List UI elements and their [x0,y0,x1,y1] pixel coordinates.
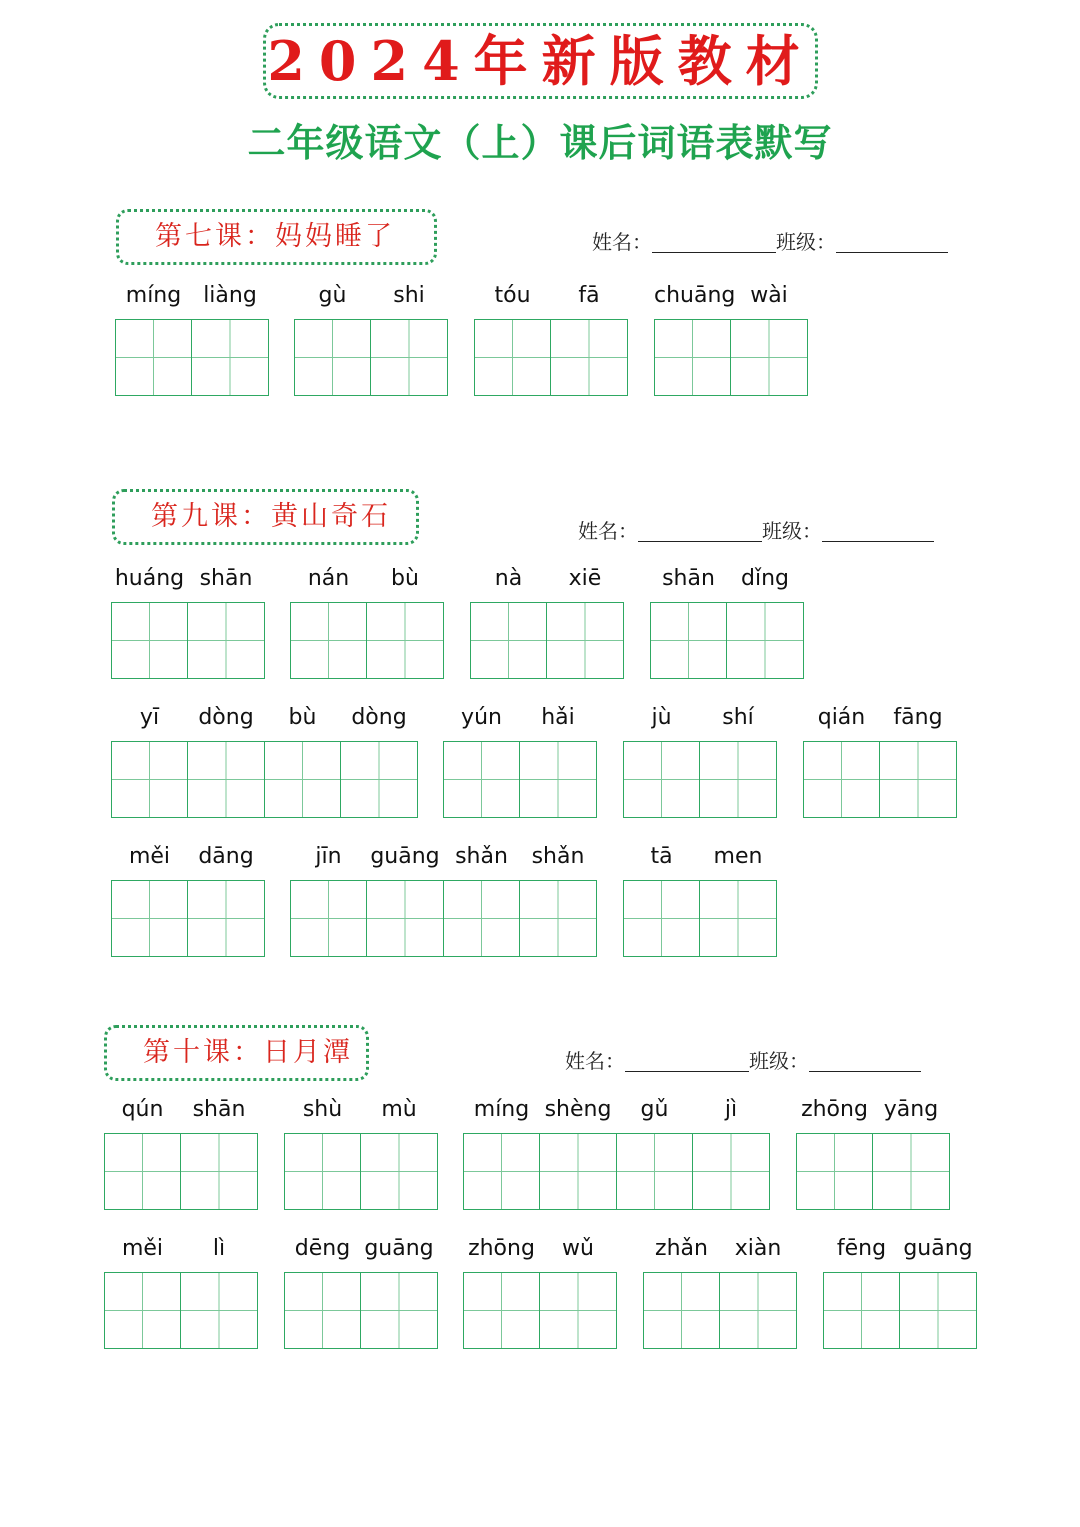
word-item [474,283,628,399]
word-item [803,705,957,821]
writing-cell[interactable] [700,742,776,817]
pinyin-label: tā [650,844,673,869]
tianzige-grid [290,880,597,957]
word-item [284,1097,438,1213]
word-item [111,566,265,682]
tianzige-grid [111,602,265,679]
pinyin-label: tóu [494,283,531,308]
writing-cell[interactable] [188,742,264,817]
pinyin-label: qún [121,1097,164,1122]
tianzige-grid [474,319,628,396]
writing-cell[interactable] [617,1134,693,1209]
pinyin-row [650,566,804,598]
pinyin-label: mù [381,1097,417,1122]
tianzige-grid [654,319,808,396]
writing-cell[interactable] [520,742,596,817]
pinyin-label: fā [578,283,600,308]
word-item [290,566,444,682]
class-blank[interactable] [822,521,934,542]
tianzige-grid [623,741,777,818]
pinyin-label: dòng [351,705,407,730]
pinyin-label: dǐng [741,566,789,591]
pinyin-label: měi [128,844,171,869]
pinyin-label: xiē [568,566,602,591]
pinyin-label: fāng [893,705,943,730]
pinyin-label: lì [212,1236,226,1261]
pinyin-label: bù [288,705,317,730]
writing-cell[interactable] [361,1273,437,1348]
word-item [643,1236,797,1352]
writing-cell[interactable] [295,320,371,395]
tianzige-grid [104,1272,258,1349]
pinyin-label: měi [121,1236,164,1261]
word-item [823,1236,977,1352]
pinyin-label: hǎi [541,705,575,730]
class-label: 班级： [776,230,836,254]
pinyin-label: dāng [198,844,254,869]
pinyin-row [463,1097,770,1129]
pinyin-label: jì [724,1097,738,1122]
pinyin-label: yī [139,705,160,730]
writing-cell[interactable] [291,603,367,678]
writing-cell[interactable] [520,881,596,956]
word-item [623,844,777,960]
writing-cell[interactable] [624,881,700,956]
writing-cell[interactable] [112,603,188,678]
pinyin-label: gǔ [640,1097,669,1122]
pinyin-label: liàng [203,283,257,308]
word-item [654,283,808,399]
pinyin-label: guāng [364,1236,434,1261]
word-item [111,844,265,960]
writing-cell[interactable] [188,603,264,678]
pinyin-label: míng [473,1097,530,1122]
name-blank[interactable] [638,521,762,542]
tianzige-grid [796,1133,950,1210]
tianzige-grid [111,880,265,957]
name-label: 姓名： [565,1049,625,1073]
page-subtitle: 二年级语文（上）课后词语表默写 [247,121,833,165]
pinyin-row [284,1236,438,1268]
writing-cell[interactable] [291,881,367,956]
writing-cell[interactable] [367,881,443,956]
lesson-7-title: 第七课：妈妈睡了 [116,209,437,265]
writing-cell[interactable] [181,1134,257,1209]
class-blank[interactable] [836,232,948,253]
pinyin-label: bù [391,566,419,591]
pinyin-row [474,283,628,315]
lesson-9-name-class [578,515,934,544]
word-item [104,1236,258,1352]
pinyin-label: xiàn [734,1236,782,1261]
writing-cell[interactable] [900,1273,976,1348]
writing-cell[interactable] [644,1273,720,1348]
pinyin-row [284,1097,438,1129]
pinyin-label: jīn [315,844,342,869]
pinyin-row [623,844,777,876]
pinyin-label: nán [307,566,350,591]
pinyin-row [111,566,265,598]
writing-cell[interactable] [727,603,803,678]
pinyin-label: huáng [114,566,185,591]
word-item [443,705,597,821]
lesson-7-name-class [592,226,948,255]
pinyin-label: yāng [883,1097,939,1122]
name-blank[interactable] [652,232,776,253]
lesson-10-name-class [565,1045,921,1074]
pinyin-label: nà [494,566,523,591]
pinyin-label: chuāng [654,283,736,308]
pinyin-label: shān [662,566,715,591]
pinyin-label: dòng [198,705,254,730]
pinyin-row [803,705,957,737]
writing-cell[interactable] [551,320,627,395]
word-item [290,844,597,960]
pinyin-label: men [713,844,763,869]
writing-cell[interactable] [285,1134,361,1209]
tianzige-grid [294,319,448,396]
tianzige-grid [284,1272,438,1349]
writing-cell[interactable] [464,1273,540,1348]
pinyin-label: shǎn [531,844,585,869]
word-item [115,283,269,399]
class-label: 班级： [749,1049,809,1073]
tianzige-grid [104,1133,258,1210]
pinyin-label: wǔ [562,1236,594,1261]
pinyin-label: yún [461,705,502,730]
writing-cell[interactable] [444,881,520,956]
tianzige-grid [623,880,777,957]
writing-cell[interactable] [265,742,341,817]
word-item [650,566,804,682]
pinyin-label: zhōng [801,1097,868,1122]
word-item [463,1097,770,1213]
writing-cell[interactable] [700,881,776,956]
pinyin-label: guāng [370,844,440,869]
pinyin-row [823,1236,977,1268]
writing-cell[interactable] [880,742,956,817]
writing-cell[interactable] [188,881,264,956]
writing-cell[interactable] [367,603,443,678]
name-label: 姓名： [578,519,638,543]
name-label: 姓名： [592,230,652,254]
class-label: 班级： [762,519,822,543]
writing-cell[interactable] [116,320,192,395]
tianzige-grid [111,741,418,818]
tianzige-grid [443,741,597,818]
writing-cell[interactable] [873,1134,949,1209]
writing-cell[interactable] [181,1273,257,1348]
writing-cell[interactable] [804,742,880,817]
writing-cell[interactable] [731,320,807,395]
writing-cell[interactable] [444,742,520,817]
pinyin-label: shǎn [455,844,508,869]
writing-cell[interactable] [655,320,731,395]
pinyin-row [115,283,269,315]
pinyin-row [294,283,448,315]
pinyin-row [623,705,777,737]
pinyin-row [643,1236,797,1268]
lesson-10-title: 第十课：日月潭 [104,1025,369,1081]
writing-cell[interactable] [464,1134,540,1209]
pinyin-label: jù [651,705,672,730]
writing-cell[interactable] [540,1134,616,1209]
writing-cell[interactable] [547,603,623,678]
word-item [284,1236,438,1352]
tianzige-grid [803,741,957,818]
name-blank[interactable] [625,1051,749,1072]
pinyin-row [104,1236,258,1268]
pinyin-label: gù [318,283,347,308]
writing-cell[interactable] [651,603,727,678]
pinyin-label: wài [750,283,788,308]
pinyin-row [443,705,597,737]
tianzige-grid [290,602,444,679]
writing-cell[interactable] [361,1134,437,1209]
word-item [463,1236,617,1352]
class-blank[interactable] [809,1051,921,1072]
writing-cell[interactable] [720,1273,796,1348]
writing-cell[interactable] [475,320,551,395]
page-title: 2024年新版教材 [267,29,814,93]
writing-cell[interactable] [471,603,547,678]
pinyin-row [111,705,418,737]
pinyin-label: zhǎn [655,1236,708,1261]
writing-cell[interactable] [285,1273,361,1348]
pinyin-row [470,566,624,598]
pinyin-label: fēng [836,1236,887,1261]
tianzige-grid [463,1133,770,1210]
pinyin-row [796,1097,950,1129]
writing-cell[interactable] [341,742,417,817]
pinyin-row [111,844,265,876]
pinyin-label: shèng [544,1097,612,1122]
tianzige-grid [643,1272,797,1349]
writing-cell[interactable] [105,1273,181,1348]
pinyin-label: míng [125,283,182,308]
tianzige-grid [470,602,624,679]
tianzige-grid [650,602,804,679]
pinyin-label: shi [393,283,425,308]
writing-cell[interactable] [192,320,268,395]
word-item [470,566,624,682]
writing-cell[interactable] [371,320,447,395]
pinyin-row [290,844,597,876]
writing-cell[interactable] [112,742,188,817]
pinyin-label: shān [199,566,253,591]
writing-cell[interactable] [105,1134,181,1209]
pinyin-row [104,1097,258,1129]
pinyin-label: guāng [903,1236,973,1261]
tianzige-grid [823,1272,977,1349]
writing-cell[interactable] [693,1134,769,1209]
word-item [111,705,418,821]
writing-cell[interactable] [112,881,188,956]
pinyin-label: shù [302,1097,343,1122]
pinyin-label: shān [192,1097,246,1122]
tianzige-grid [463,1272,617,1349]
pinyin-row [463,1236,617,1268]
word-item [623,705,777,821]
writing-cell[interactable] [824,1273,900,1348]
writing-cell[interactable] [624,742,700,817]
pinyin-row [654,283,808,315]
pinyin-label: shí [722,705,754,730]
writing-cell[interactable] [540,1273,616,1348]
tianzige-grid [284,1133,438,1210]
word-item [104,1097,258,1213]
writing-cell[interactable] [797,1134,873,1209]
pinyin-row [290,566,444,598]
word-item [294,283,448,399]
lesson-9-title: 第九课：黄山奇石 [112,489,419,545]
pinyin-label: qián [817,705,866,730]
tianzige-grid [115,319,269,396]
word-item [796,1097,950,1213]
pinyin-label: zhōng [468,1236,535,1261]
pinyin-label: dēng [294,1236,351,1261]
